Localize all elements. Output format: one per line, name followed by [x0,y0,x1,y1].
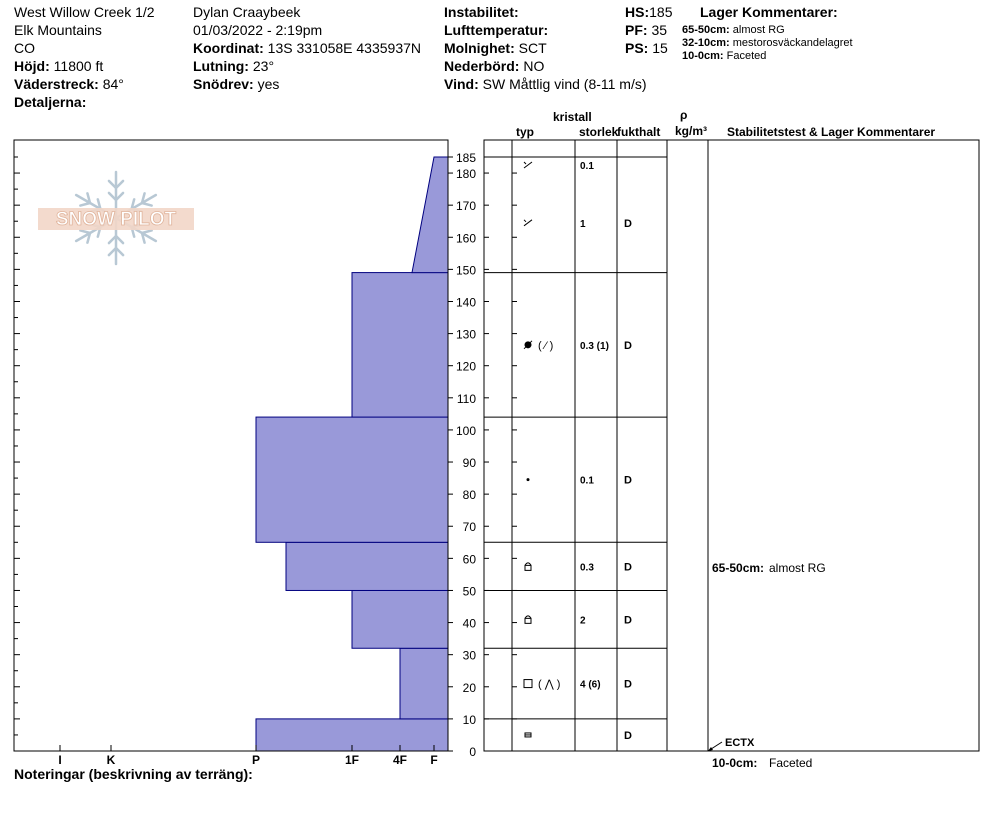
layer-size: 0.1 [580,475,594,487]
depth-tick-label: 50 [462,584,476,599]
depth-tick-label: 70 [462,520,476,535]
depth-tick-label: 10 [462,712,476,727]
hardness-tick-label: P [251,753,261,767]
details-label: Detaljerna: [14,94,87,110]
grain-symbol-faceted [524,680,532,688]
elevation-label: Höjd: [14,58,50,74]
depth-tick-label: 185 [455,151,476,165]
grain-symbol-mixed [525,618,531,623]
hardness-bar [256,417,448,542]
hardness-bar [400,648,448,719]
layer-comment-text: almost RG [732,24,785,36]
crystal-header: kristall [553,110,592,124]
depth-axis [448,140,489,759]
grain-symbol-secondary: ( ⁄ ) [538,339,554,352]
pf-label: PF: [625,22,648,38]
precip-label: Nederbörd: [444,58,520,74]
depth-tick-label: 180 [455,167,476,182]
drift-label: Snödrev: [193,76,254,92]
depth-tick-label: 150 [455,263,476,278]
hs-value: 185 [649,4,673,20]
layer-size: 0.1 [580,161,594,173]
grain-symbol-secondary: ( ⋀ ) [538,678,561,691]
layer-row [524,161,594,172]
airtemp-label: Lufttemperatur: [444,22,549,38]
layer-size: 0.3 [580,562,594,574]
layer-moisture: D [624,678,632,691]
layer-comments-title: Lager Kommentarer: [700,4,838,20]
layer-moisture: D [624,217,632,230]
hardness-tick-label: K [106,753,116,767]
depth-tick-label: 60 [462,552,476,567]
layer-row [524,340,632,352]
state-name: CO [14,40,35,56]
layer-row [524,679,632,691]
layer-moisture: D [624,339,632,352]
layer-moisture: D [624,614,632,627]
coordinates-value: 13S 331058E 4335937N [267,40,422,56]
grain-symbol-rounded [527,478,530,481]
hardness-bar [352,273,448,417]
rho-header: ρ [680,108,688,122]
observation-datetime: 01/03/2022 - 2:19pm [193,22,323,38]
depth-tick-label: 160 [455,231,476,246]
drift-value: yes [257,76,280,92]
observer-name: Dylan Craaybeek [193,4,301,20]
layer-size: 4 (6) [580,679,601,691]
depth-tick-label: 30 [462,648,476,663]
range-name: Elk Mountains [14,22,102,38]
layer-size: 2 [580,615,586,627]
snowpilot-logo [38,172,194,264]
precip-value: NO [523,58,545,74]
hardness-bar [286,542,448,590]
depth-tick-label: 100 [455,423,476,438]
depth-tick-label: 110 [456,391,476,406]
stability-note-text: almost RG [769,560,826,575]
hardness-tick-label: F [430,753,438,767]
pf-value: 35 [651,22,668,38]
layer-moisture: D [624,729,632,742]
coordinates-label: Koordinat: [193,40,264,56]
wind-value: SW Måttlig vind (8-11 m/s) [482,76,647,92]
stability-test-result: ECTX [725,737,755,749]
stability-note-text: Faceted [769,756,813,770]
hardness-tick-label: I [58,753,62,767]
table-frame [484,140,979,751]
depth-tick-label: 0 [469,745,476,759]
stability-note-range: 65-50cm: [712,560,765,575]
density-unit-header: kg/m³ [675,124,708,138]
layer-row [527,475,633,487]
notes-label: Noteringar (beskrivning av terräng): [14,766,253,782]
test-arrow [708,747,713,751]
hs-label: HS: [625,4,650,20]
hardness-tick-label: 4F [392,753,408,767]
layer-comment-range: 65-50cm: [682,24,730,36]
type-header: typ [516,125,534,139]
layer-comment-range: 10-0cm: [682,50,724,62]
ps-value: 15 [652,40,668,56]
cloud-label: Molnighet: [444,40,515,56]
aspect-label: Väderstreck: [14,76,99,92]
hardness-bar [412,157,448,273]
layer-row [525,561,632,573]
layer-moisture: D [624,474,632,487]
slope-value: 23° [252,58,275,74]
wind-label: Vind: [444,76,479,92]
hardness-plot [14,157,448,751]
depth-tick-label: 90 [462,456,476,471]
layer-row [524,218,632,230]
layer-comment-text: mestorosväckandelagret [732,37,853,49]
slope-label: Lutning: [193,58,249,74]
depth-tick-label: 120 [455,359,476,374]
stability-header: Stabilitetstest & Lager Kommentarer [727,125,936,139]
logo-text: SNOW PILOT [55,209,177,230]
layer-row [525,730,632,742]
depth-tick-label: 80 [462,488,476,503]
stability-column [708,561,826,770]
instability-label: Instabilitet: [444,4,519,20]
depth-tick-label: 40 [462,616,476,631]
ps-label: PS: [625,40,649,56]
size-header: storlek [579,125,619,139]
depth-tick-label: 130 [455,327,476,342]
depth-tick-label: 140 [455,295,476,310]
grain-symbol-precipitation [524,220,526,222]
layer-moisture: D [624,561,632,574]
layer-table [484,140,979,751]
depth-tick-label: 20 [462,680,476,695]
depth-tick-label: 170 [455,199,476,214]
layer-comment-text: Faceted [726,50,767,62]
aspect-value: 84° [102,76,124,92]
moisture-header: fukthalt [617,125,661,139]
stability-note-range: 10-0cm: [712,756,758,770]
layer-size: 1 [580,218,586,230]
layer-comment-range: 32-10cm: [682,37,730,49]
hardness-bar [352,590,448,648]
grain-symbol-precipitation [524,162,526,164]
cloud-value: SCT [518,40,547,56]
elevation-value: 11800 ft [53,58,104,74]
hardness-tick-label: 1F [344,753,360,767]
location-name: West Willow Creek 1/2 [14,4,155,20]
grain-symbol-mixed [525,565,531,570]
layer-size: 0.3 (1) [580,340,609,352]
layer-row [525,614,632,626]
